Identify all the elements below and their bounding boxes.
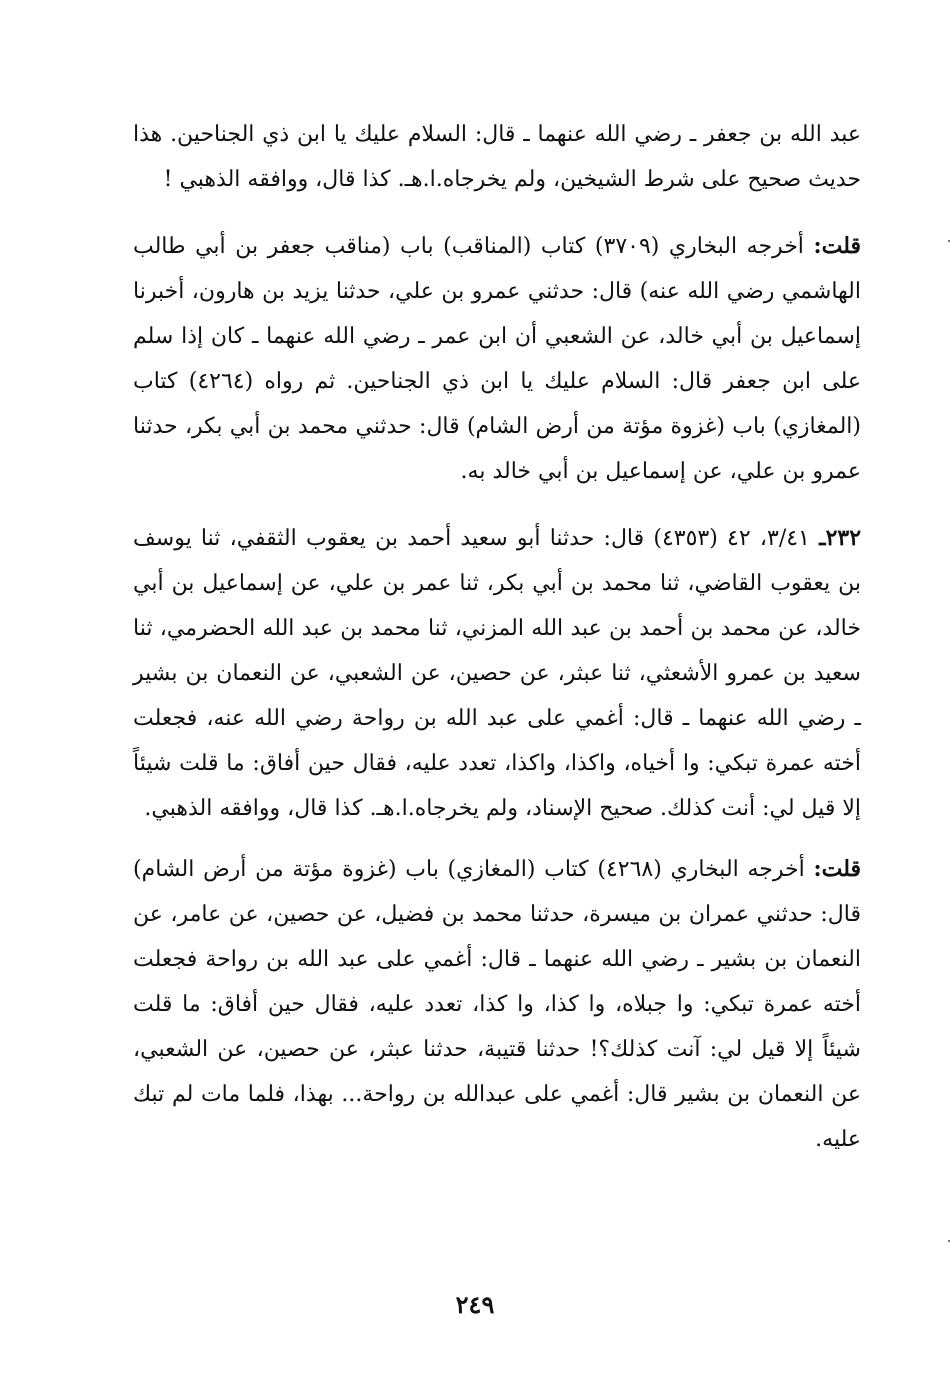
page-number: ٢٤٩ [455,1290,495,1319]
hadith-number: ٢٣٢ـ [819,525,862,551]
paragraph-2-text: أخرجه البخاري (٣٧٠٩) كتاب (المناقب) باب (مناقب جعفر بن أبي طالب الهاشمي رضي الله عنه) قال: حدثني عمرو بن علي، حدثنا يزيد بن هارون، أخبرنا إسماعيل بن أبي خالد، عن الشعبي أن ابن عمر ـ رضي الله عنهما ـ كان إذا سلم على ابن جعفر قال: السلام عليك يا ابن ذي الجناحين. ثم رواه (٤٢٦٤) كتاب (المغازي) باب (غزوة مؤتة من أرض الشام) قال: حدثني محمد بن أبي بكر، حدثنا عمرو بن علي، عن إسماعيل بن أبي خالد به. [133,234,861,484]
paragraph-2-lead: قلت: [813,233,861,259]
paragraph-2 [133,224,861,494]
paragraph-4-text: أخرجه البخاري (٤٢٦٨) كتاب (المغازي) باب (غزوة مؤتة من أرض الشام) قال: حدثني عمران بن ميسرة، حدثنا محمد بن فضيل، عن حصين، عن عامر، عن النعمان بن بشير ـ رضي الله عنهما ـ قال: أغمي على عبد الله بن رواحة فجعلت أخته عمرة تبكي: وا جبلاه، وا كذا، وا كذا، تعدد عليه، فقال حين أفاق: ما قلت شيئاً إلا قيل لي: آنت كذلك؟! حدثنا قتيبة، حدثنا عبثر، عن حصين، عن الشعبي، عن النعمان بن بشير قال: أغمي على عبدالله بن رواحة... بهذا، فلما مات لم تبك عليه. [133,857,861,1152]
paragraph-4 [133,847,861,1162]
paragraph-1 [133,112,861,202]
page-body [133,112,861,1184]
paragraph-3-text: ٣/٤١، ٤٢ (٤٣٥٣) قال: حدثنا أبو سعيد أحمد بن يعقوب الثقفي، ثنا يوسف بن يعقوب القاضي، ثنا محمد بن أبي بكر، ثنا عمر بن علي، عن إسماعيل بن أبي خالد، عن محمد بن أحمد بن عبد الله المزني، ثنا محمد بن عبد الله الحضرمي، ثنا سعيد بن عمرو الأشعثي، ثنا عبثر، عن حصين، عن الشعبي، عن النعمان بن بشير ـ رضي الله عنهما ـ قال: أغمي على عبد الله بن رواحة رضي الله عنه، فجعلت أخته عمرة تبكي: وا أخياه، واكذا، واكذا، تعدد عليه، فقال حين أفاق: ما قلت شيئاً إلا قيل لي: أنت كذلك. صحيح الإسناد، ولم يخرجاه.ا.هـ. كذا قال، ووافقه الذهبي. [133,526,861,821]
paragraph-4-lead: قلت: [813,856,861,882]
paragraph-1-text: عبد الله بن جعفر ـ رضي الله عنهما ـ قال: السلام عليك يا ابن ذي الجناحين. هذا حديث صحيح على شرط الشيخين، ولم يخرجاه.ا.هـ. كذا قال، ووافقه الذهبي ! [133,122,861,192]
paragraph-3 [133,516,861,831]
